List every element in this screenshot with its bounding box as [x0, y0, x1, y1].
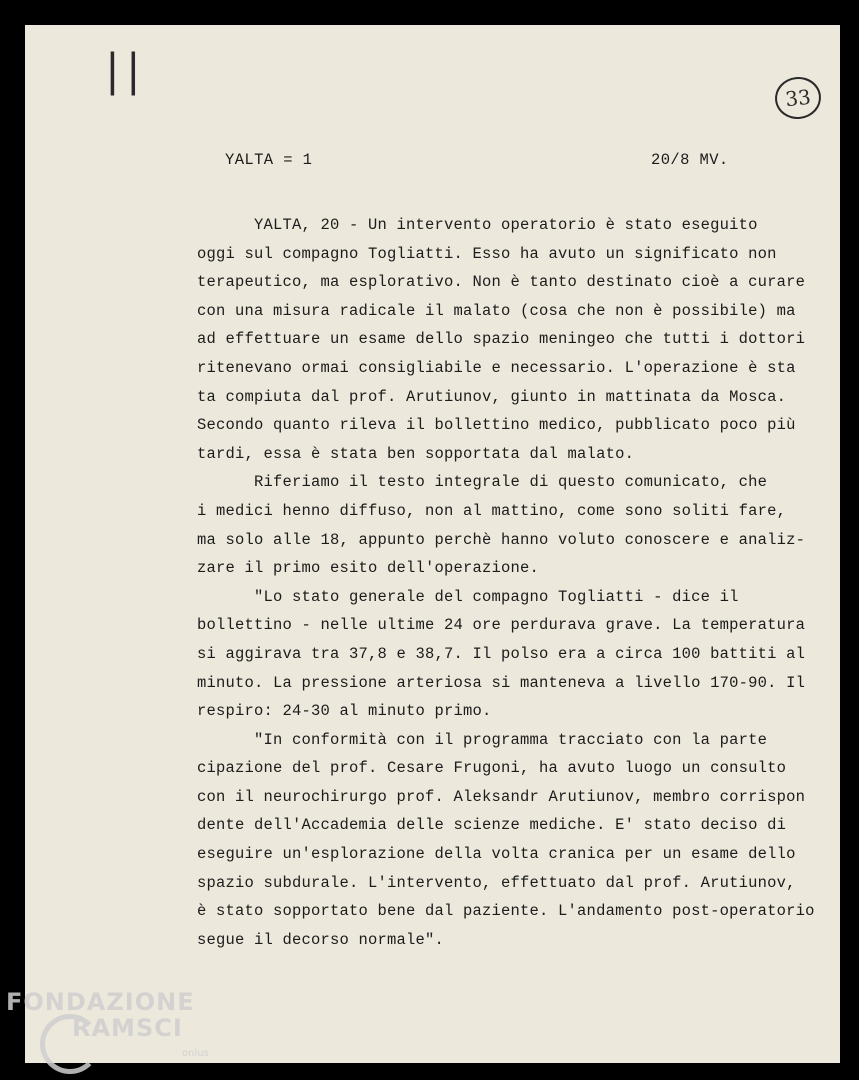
text-line: cipazione del prof. Cesare Frugoni, ha avuto luogo un consulto — [197, 759, 787, 778]
gramsci-logo-icon — [40, 1014, 100, 1074]
fondazione-gramsci-watermark — [6, 988, 209, 1059]
text-line: con una misura radicale il malato (cosa che non è possibile) ma — [197, 301, 796, 320]
text-line: si aggirava tra 37,8 e 38,7. Il polso era a circa 100 battiti al — [197, 644, 806, 663]
text-line: terapeutico, ma esplorativo. Non è tanto destinato cioè a curare — [197, 273, 806, 292]
text-line: è stato sopportato bene dal paziente. L'andamento post-operatorio — [197, 902, 815, 921]
body-text — [197, 211, 837, 954]
header-code: 20/8 MV. — [651, 151, 729, 169]
text-line: ma solo alle 18, appunto perchè hanno voluto conoscere e analiz- — [197, 530, 806, 549]
text-line: bollettino - nelle ultime 24 ore perdurava grave. La temperatura — [197, 616, 806, 635]
text-line: i medici henno diffuso, non al mattino, come sono soliti fare, — [197, 501, 787, 520]
text-line: respiro: 24-30 al minuto primo. — [197, 702, 492, 721]
text-line: Secondo quanto rileva il bollettino medico, pubblicato poco più — [197, 416, 796, 435]
watermark-line-2: RAMSCI — [72, 1014, 183, 1042]
page-number-circled: 33 — [773, 75, 823, 122]
text-line: spazio subdurale. L'intervento, effettuato dal prof. Arutiunov, — [197, 873, 796, 892]
text-line: dente dell'Accademia delle scienze mediche. E' stato deciso di — [197, 816, 787, 835]
document-page — [25, 25, 840, 1063]
header-dateline: YALTA = 1 — [225, 151, 313, 169]
handwritten-mark: || — [105, 45, 147, 96]
text-line: segue il decorso normale". — [197, 930, 445, 949]
text-line: oggi sul compagno Togliatti. Esso ha avuto un significato non — [197, 244, 777, 263]
watermark-line-3: onlus — [182, 1048, 209, 1059]
text-line: ritenevano ormai consigliabile e necessario. L'operazione è sta — [197, 358, 796, 377]
text-line: eseguire un'esplorazione della volta cranica per un esame dello — [197, 845, 796, 864]
text-line: con il neurochirurgo prof. Aleksandr Arutiunov, membro corrispon — [197, 787, 806, 806]
text-line: "In conformità con il programma tracciato con la parte — [197, 730, 768, 749]
text-line: ad effettuare un esame dello spazio meningeo che tutti i dottori — [197, 330, 806, 349]
watermark-line-1: FONDAZIONE — [6, 988, 195, 1016]
text-line: YALTA, 20 - Un intervento operatorio è stato eseguito — [197, 216, 758, 234]
text-line: "Lo stato generale del compagno Togliatti - dice il — [197, 587, 739, 606]
text-line: tardi, essa è stata ben sopportata dal malato. — [197, 444, 635, 463]
text-line: minuto. La pressione arteriosa si manteneva a livello 170-90. Il — [197, 673, 806, 692]
text-line: Riferiamo il testo integrale di questo comunicato, che — [197, 473, 768, 492]
text-line: ta compiuta dal prof. Arutiunov, giunto in mattinata da Mosca. — [197, 387, 787, 406]
text-line: zare il primo esito dell'operazione. — [197, 559, 540, 578]
